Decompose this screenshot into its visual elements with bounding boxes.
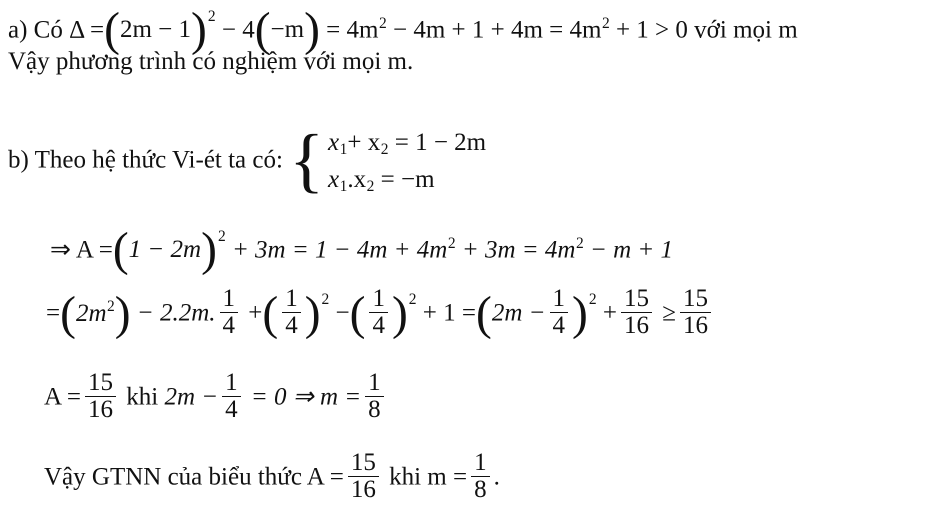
expr-2m-minus: 2m − [164, 383, 219, 411]
solution-line-expand-A [50, 224, 674, 277]
fraction-15-16 [680, 286, 711, 340]
denominator: 4 [225, 396, 238, 424]
subscript-1: 1 [339, 141, 348, 159]
exponent-2: 2 [107, 297, 115, 315]
denominator: 4 [552, 312, 566, 340]
fraction-one-eighth [365, 370, 384, 424]
numerator: 1 [222, 370, 241, 397]
group-one-quarter-a [262, 285, 321, 342]
denominator: 8 [368, 396, 381, 424]
group-2m-minus-quarter [476, 285, 588, 342]
paren-open-icon: ( [104, 4, 120, 57]
fraction-15-16 [85, 370, 116, 424]
implies-A: ⇒ A = [50, 236, 113, 264]
fraction-one-quarter [550, 286, 569, 340]
A-equals: A = [44, 383, 82, 411]
final-conclusion-lead: Vậy GTNN của biểu thức A = [44, 463, 344, 491]
x-symbol: x [328, 165, 340, 193]
subscript-2: 2 [366, 178, 375, 196]
viet-theorem-text: Theo hệ thức Vi-ét ta có: [34, 146, 283, 174]
solution-line-complete-square [46, 285, 715, 342]
paren-open-icon: ( [254, 4, 271, 57]
system-row-product [328, 162, 486, 199]
fraction-one-quarter [369, 286, 388, 340]
denominator: 4 [372, 312, 385, 340]
numerator: 15 [348, 450, 379, 477]
numerator: 1 [550, 286, 569, 313]
denominator: 4 [285, 312, 298, 340]
system-of-equations [289, 118, 487, 200]
solution-line-final [44, 449, 500, 506]
fraction-one-quarter [282, 286, 301, 340]
paren-close-icon: ) [391, 287, 408, 340]
plus-x: + x [347, 129, 381, 156]
expr-2m-minus-1: 2m − 1 [119, 16, 192, 44]
denominator: 16 [350, 476, 376, 504]
numerator: 1 [220, 286, 239, 313]
exponent-2: 2 [447, 234, 456, 252]
part-b-label: b) [8, 146, 29, 174]
expr-plus-3m-2: + 3m [461, 236, 516, 264]
expr-minus-2-2m: − 2.2m. [136, 299, 216, 327]
paren-open-icon: ( [349, 287, 366, 340]
solution-line-a [8, 4, 798, 57]
numerator: 15 [621, 286, 652, 313]
expr-tail-m-plus-1: − m + 1 [589, 236, 674, 264]
expr-equals-4m: = 4m [521, 236, 576, 264]
plus-one-equals: + 1 = [422, 299, 476, 327]
for-all-m-text: với mọi m [694, 16, 798, 44]
numerator: 1 [282, 286, 301, 313]
paren-close-icon: ) [304, 4, 320, 57]
fraction-one-quarter [222, 370, 241, 424]
subscript-2: 2 [380, 141, 389, 159]
exponent-2: 2 [217, 228, 226, 245]
greater-equal-sign: ≥ [662, 299, 676, 327]
minus-sign: − [335, 299, 350, 327]
numerator: 15 [85, 370, 116, 397]
paren-open-icon: ( [112, 224, 129, 277]
system-rows [328, 125, 486, 199]
denominator: 8 [474, 476, 487, 504]
numerator: 1 [369, 286, 388, 313]
group-minus-m [254, 4, 320, 57]
exponent-2: 2 [408, 291, 417, 309]
period-mark: . [493, 463, 500, 491]
denominator: 16 [623, 312, 649, 340]
paren-open-icon: ( [262, 287, 279, 340]
denominator: 4 [222, 312, 236, 340]
numerator: 1 [365, 370, 384, 397]
part-a-label: a) [8, 16, 28, 44]
plus-sign: + [602, 299, 617, 327]
exponent-2: 2 [378, 14, 387, 32]
group-2m-minus-1 [104, 4, 207, 57]
expr-plus-3m: + 3m = 1 − 4m + 4m [231, 236, 448, 264]
group-1-minus-2m [112, 224, 217, 277]
paren-close-icon: ) [572, 287, 588, 340]
expr-2m-minus: 2m − [491, 299, 546, 327]
paren-open-icon: ( [60, 287, 76, 340]
equals-zero-implies-m: = 0 ⇒ m = [250, 383, 362, 411]
fraction-one-quarter [220, 286, 239, 340]
plus-sign: + [248, 299, 263, 327]
product-value: = −m [380, 165, 435, 193]
x-symbol: x [328, 129, 340, 156]
paren-close-icon: ) [201, 224, 217, 277]
denominator: 16 [88, 396, 114, 424]
equals-4m: = 4m [326, 16, 379, 44]
khi-m-equals: khi m = [389, 463, 468, 491]
exponent-2: 2 [601, 14, 610, 32]
solution-line-a-conclusion [8, 48, 413, 77]
conclusion-text: Vậy phương trình có nghiệm với mọi m. [8, 48, 414, 75]
solution-line-b [8, 118, 487, 200]
fraction-one-eighth [471, 450, 490, 504]
expr-minus-m: −m [270, 16, 305, 44]
expr-2m: 2m [75, 299, 107, 327]
minus-four: − 4 [221, 16, 255, 44]
paren-close-icon: ) [191, 4, 207, 57]
solution-line-min-condition [44, 369, 388, 426]
khi-word: khi [126, 383, 159, 411]
numerator: 1 [471, 450, 490, 477]
group-2m-squared [60, 287, 131, 340]
fraction-15-16 [621, 286, 652, 340]
denominator: 16 [682, 312, 708, 340]
expr-rest: − 4m + 1 + 4m = 4m [392, 16, 602, 44]
exponent-2: 2 [207, 8, 216, 25]
exponent-2: 2 [588, 291, 597, 309]
sum-value: = 1 − 2m [394, 129, 487, 156]
paren-close-icon: ) [304, 287, 321, 340]
exponent-2: 2 [575, 234, 584, 252]
exponent-2: 2 [321, 291, 330, 309]
expr-1-minus-2m: 1 − 2m [128, 236, 202, 264]
group-one-quarter-b [349, 285, 408, 342]
paren-open-icon: ( [476, 287, 492, 340]
times-x: .x [347, 165, 367, 193]
expr-tail: + 1 > 0 [615, 16, 688, 44]
left-brace-icon: { [289, 118, 325, 200]
delta-symbol: Δ = [69, 16, 105, 44]
subscript-1: 1 [339, 178, 348, 196]
system-row-sum [328, 125, 486, 162]
equals-sign: = [46, 299, 61, 327]
fraction-15-16 [348, 450, 379, 504]
part-a-lead-text: Có [33, 16, 63, 44]
paren-close-icon: ) [114, 287, 131, 340]
numerator: 15 [680, 286, 711, 313]
